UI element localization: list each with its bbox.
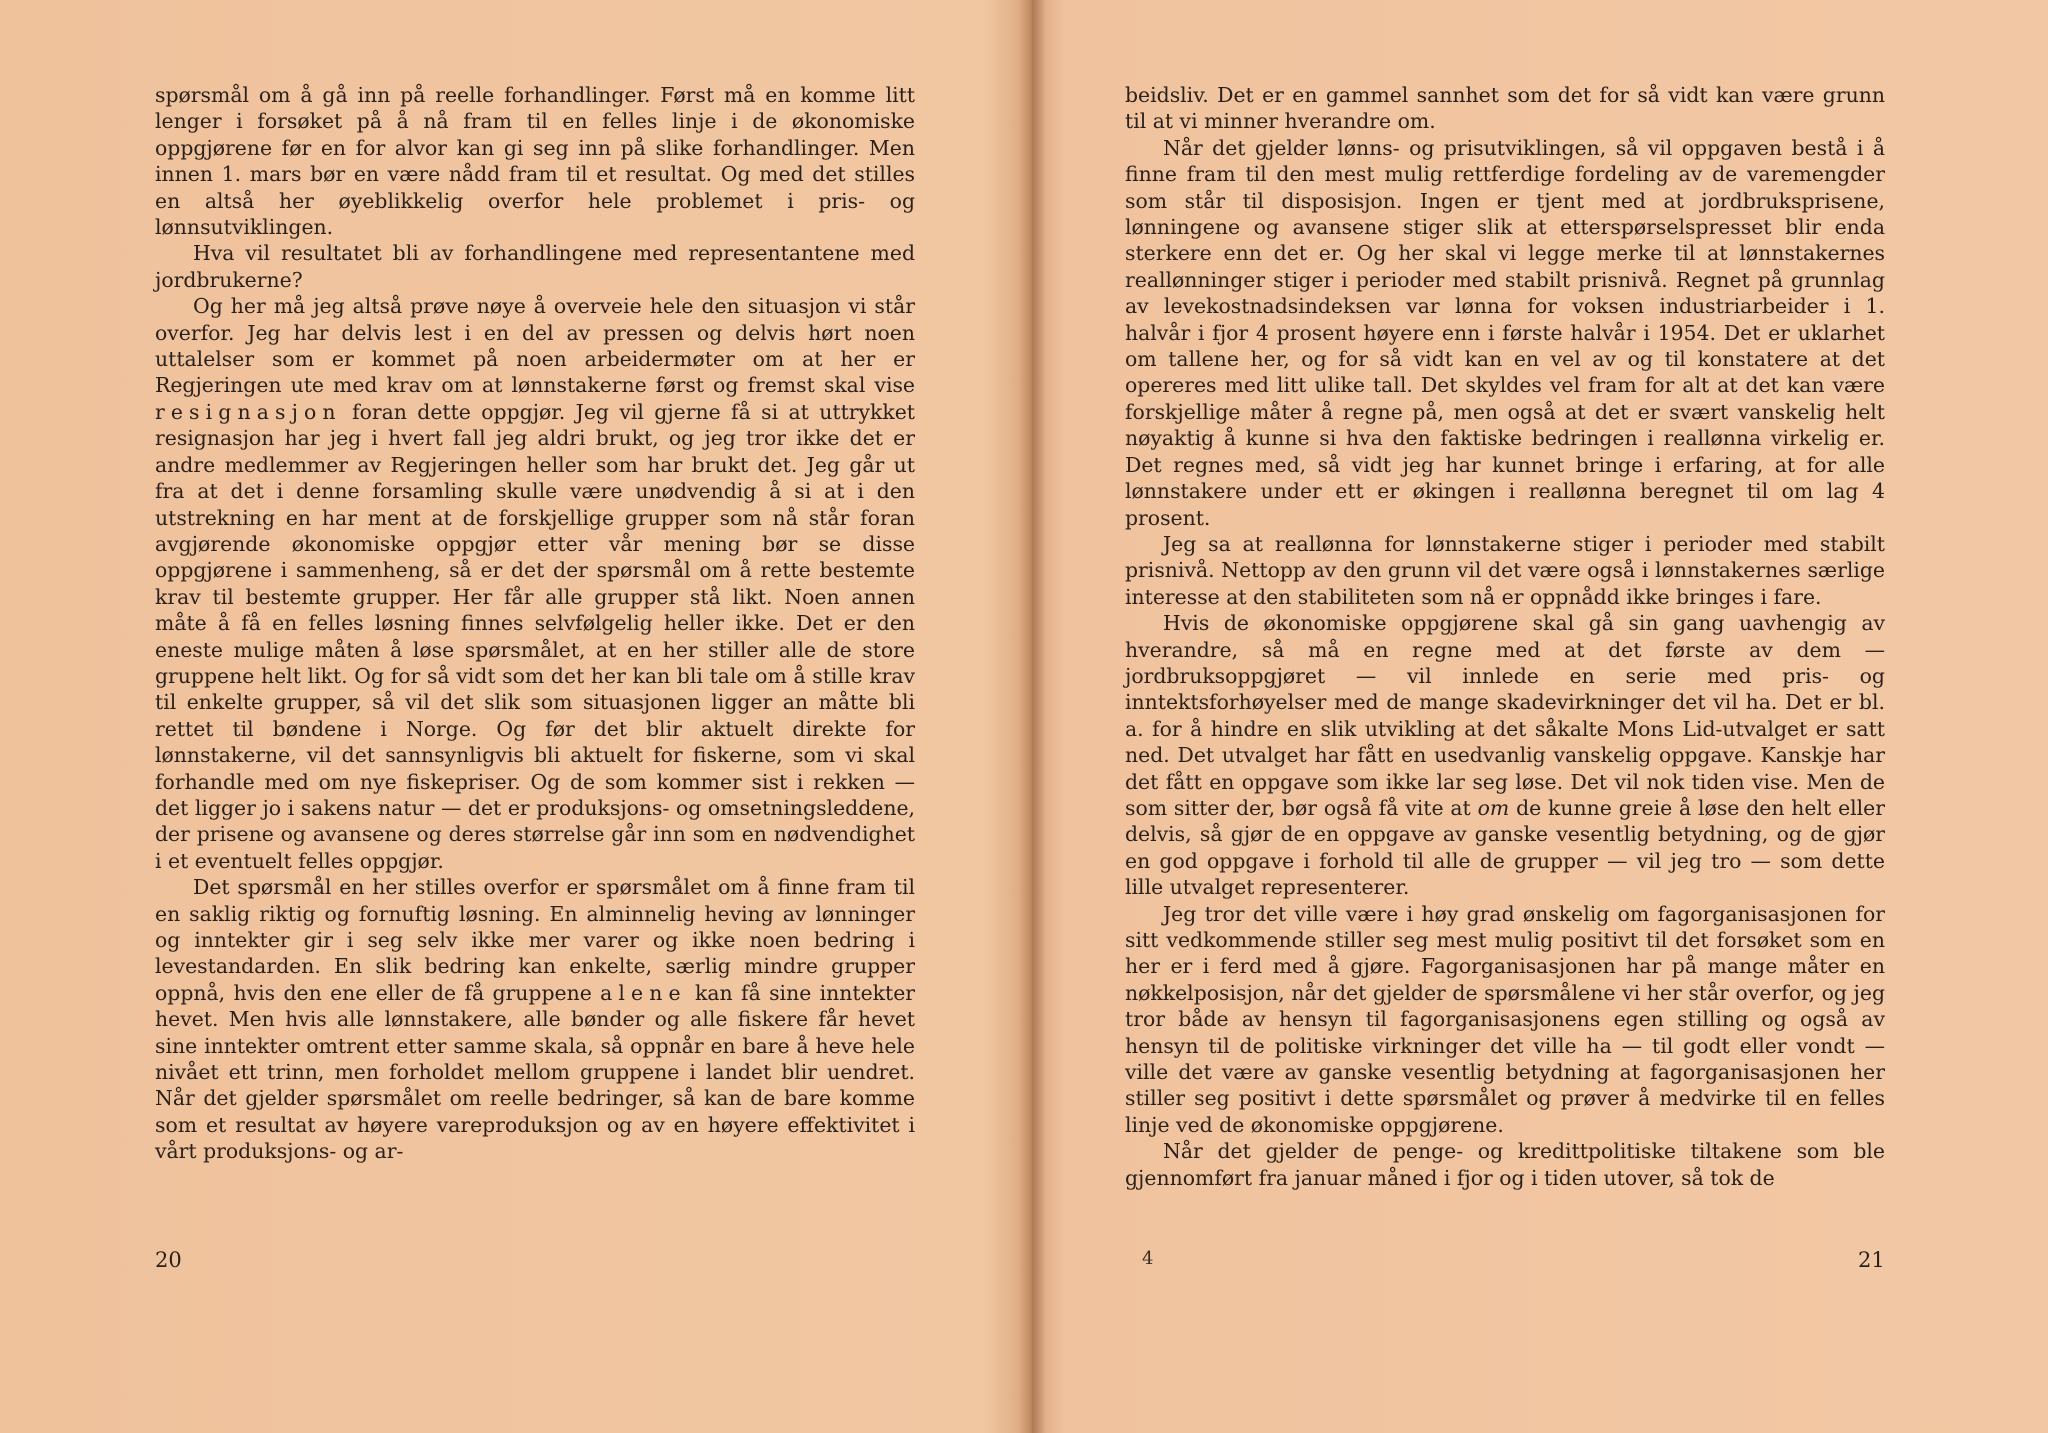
left-paragraph-2: Hva vil resultatet bli av forhandlingene med representantene med jordbrukerne? bbox=[155, 241, 915, 292]
signature-mark: 4 bbox=[1142, 1248, 1154, 1269]
right-paragraph-1: beidsliv. Det er en gammel sannhet som det for så vidt kan være grunn til at vi minner hverandre om. bbox=[1125, 83, 1885, 134]
book-gutter bbox=[1018, 0, 1046, 1433]
right-page-body bbox=[1125, 82, 1885, 1191]
right-paragraph-6: Når det gjelder de penge- og kredittpolitiske tiltakene som ble gjennomført fra januar måned i fjor og i tiden utover, så tok de bbox=[1125, 1139, 1885, 1190]
emphasized-word-alene: alene bbox=[600, 980, 687, 1005]
left-paragraph-4-end: kan få sine inntekter hevet. Men hvis alle lønnstakere, alle bønder og alle fiskere får hevet sine inntekter omtrent etter samme skala, så oppnår en bare å heve hele nivået ett trinn, men forholdet mellom gruppene i landet blir uendret. Når det gjelder spørsmålet om reelle bedringer, så kan de bare komme som et resultat av høyere vareproduksjon og av en høyere effektivitet i vårt produksjons- og ar- bbox=[155, 980, 916, 1164]
left-paragraph-3 bbox=[155, 293, 915, 874]
right-paragraph-5: Jeg tror det ville være i høy grad ønskelig om fagorganisasjonen for sitt vedkommende stiller seg mest mulig positivt til det forsøket som en her er i ferd med å gjøre. Fagorganisasjonen har på mange måter en nøkkelposisjon, når det gjelder de spørsmålene vi her står overfor, og jeg tror både av hensyn til fagorganisasjonens egen stilling og også av hensyn til de politiske virkninger det ville ha — til godt eller vondt — ville det være av ganske vesentlig betydning at fagorganisasjonen her stiller seg positivt i dette spørsmålet og prøver å medvirke til en felles linje ved de økonomiske oppgjørene. bbox=[1125, 901, 1885, 1137]
left-paragraph-4 bbox=[155, 874, 915, 1164]
left-paragraph-1: spørsmål om å gå inn på reelle forhandlinger. Først må en komme litt lenger i forsøket på å nå fram til en felles linje i de økonomiske oppgjørene før en for alvor kan gi seg inn på slike forhandlinger. Men innen 1. mars bør en være nådd fram til et resultat. Og med det stilles en altså her øyeblikkelig overfor hele problemet i pris- og lønnsutviklingen. bbox=[155, 83, 915, 240]
left-paragraph-3-end: foran dette oppgjør. Jeg vil gjerne få si at uttrykket resignasjon har jeg i hvert fall jeg aldri brukt, og jeg tror ikke det er andre medlemmer av Regjeringen heller som har brukt det. Jeg går ut fra at det i denne forsamling skulle være unødvendig å si at i den utstrekning en har ment at de forskjellige grupper som nå står foran avgjørende økonomiske oppgjør etter vår mening bør se disse oppgjørene i sammenheng, så er det der spørsmål om å rette bestemte krav til bestemte grupper. Her får alle grupper stå likt. Noen annen måte å få en felles løsning finnes selvfølgelig heller ikke. Det er den eneste mulige måten å løse spørsmålet, at en her stiller alle de store gruppene helt likt. Og for så vidt som det her kan bli tale om å stille krav til enkelte grupper, så vil det slik som situasjonen ligger an måtte bli rettet til bøndene i Norge. Og før det blir aktuelt direkte for lønnstakerne, vil det sannsynligvis bli aktuelt for fiskerne, som vi skal forhandle med om nye fiskepriser. Og de som kommer sist i rekken — det ligger jo i sakens natur — det er produksjons- og omsetningsleddene, der prisene og avansene og deres størrelse går inn som en nødvendighet i et eventuelt felles oppgjør. bbox=[155, 399, 915, 873]
left-paragraph-4-start: Det spørsmål en her stilles overfor er spørsmålet om å finne fram til en saklig riktig og fornuftig løsning. En alminnelig heving av lønninger og inntekter gir i seg selv ikke mer varer og ikke noen bedring i levestandarden. En slik bedring kan enkelte, særlig mindre grupper oppnå, hvis den ene eller de få gruppene bbox=[155, 875, 915, 1005]
page-number-right: 21 bbox=[1858, 1248, 1885, 1272]
right-paragraph-2: Når det gjelder lønns- og prisutviklingen, så vil oppgaven bestå i å finne fram til den mest mulig rettferdige fordeling av de varemengder som står til disposisjon. Ingen er tjent med at jordbruksprisene, lønningene og avansene stiger slik at etterspørselspresset blir enda sterkere enn det er. Og her skal vi legge merke til at lønnstakernes reallønninger stiger i perioder med stabilt prisnivå. Regnet på grunnlag av levekostnadsindeksen var lønna for voksen industriarbeider i 1. halvår i fjor 4 prosent høyere enn i første halvår i 1954. Det er uklarhet om tallene her, og for så vidt kan en vel av og til konstatere at det opereres med litt ulike tall. Det skyldes vel fram for alt at det kan være forskjellige måter å regne på, men også at det er svært vanskelig helt nøyaktig å kunne si hva den faktiske bedringen i reallønna virkelig er. Det regnes med, så vidt jeg har kunnet bringe i erfaring, at for alle lønnstakere under ett er økingen i reallønna beregnet til om lag 4 prosent. bbox=[1125, 135, 1885, 530]
emphasized-word-om: om bbox=[1477, 795, 1510, 820]
left-page-body bbox=[155, 82, 915, 1165]
right-paragraph-3: Jeg sa at reallønna for lønnstakerne stiger i perioder med stabilt prisnivå. Nettopp av den grunn vil det være også i lønnstakernes særlige interesse at den stabiliteten som nå er oppnådd ikke bringes i fare. bbox=[1125, 531, 1885, 609]
right-paragraph-4-start: Hvis de økonomiske oppgjørene skal gå sin gang uavhengig av hverandre, så må en regne med at det første av dem — jordbruksoppgjøret — vil innlede en serie med pris- og inntektsforhøyelser med de mange skadevirkninger det vil ha. Det er bl. a. for å hindre en slik utvikling at det såkalte Mons Lid-utvalget er satt ned. Det utvalget har fått en usedvanlig vanskelig oppgave. Kanskje har det fått en oppgave som ikke lar seg løse. Det vil nok tiden vise. Men de som sitter der, bør også få vite at bbox=[1125, 611, 1885, 820]
emphasized-word-resignasjon: resignasjon bbox=[155, 399, 342, 424]
left-paragraph-3-start: Og her må jeg altså prøve nøye å overveie hele den situasjon vi står overfor. Jeg har delvis lest i en del av pressen og delvis hørt noen uttalelser som er kommet på noen arbeidermøter om at her er Regjeringen ute med krav om at lønnstakerne først og fremst skal vise bbox=[155, 294, 915, 398]
page-number-left: 20 bbox=[155, 1248, 182, 1272]
right-paragraph-4-end: de kunne greie å løse den helt eller delvis, så gjør de en oppgave av ganske vesentlig betydning, og de gjør en god oppgave i forhold til alle de grupper — vil jeg tro — som dette lille utvalget representerer. bbox=[1125, 795, 1885, 900]
right-paragraph-4 bbox=[1125, 610, 1885, 900]
